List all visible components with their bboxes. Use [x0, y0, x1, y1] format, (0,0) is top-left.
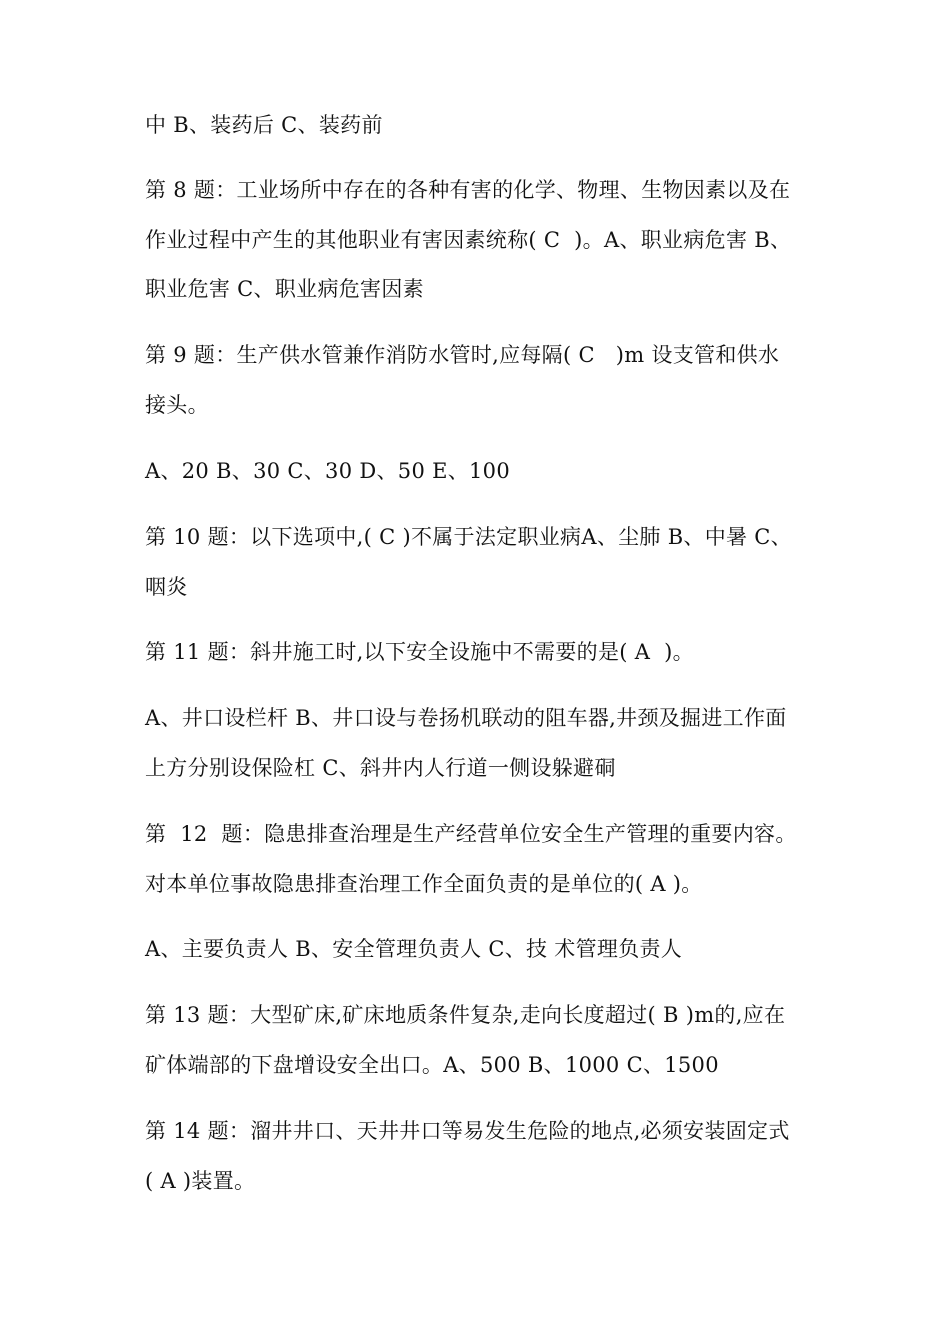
text-line-question-10-part1: 第 10 题：以下选项中,( C )不属于法定职业病A、尘肺 B、中暑 C、	[145, 525, 792, 549]
text-line-question-11: 第 11 题：斜井施工时,以下安全设施中不需要的是( A )。	[145, 640, 694, 664]
text-line-question-9-part2: 接头。	[145, 393, 209, 417]
text-line-question-13-part2: 矿体端部的下盘增设安全出口。A、500 B、1000 C、1500	[145, 1053, 719, 1077]
text-line-question-9-part1: 第 9 题：生产供水管兼作消防水管时,应每隔( C )m 设支管和供水	[145, 343, 780, 367]
text-line-question-10-part2: 咽炎	[145, 575, 188, 599]
text-line-question-14-part1: 第 14 题：溜井井口、天井井口等易发生危险的地点,必须安装固定式	[145, 1119, 790, 1143]
text-line-question-14-part2: ( A )装置。	[145, 1169, 256, 1193]
text-line-question-8-part3: 职业危害 C、职业病危害因素	[145, 277, 424, 301]
text-line-question-9-options: A、20 B、30 C、30 D、50 E、100	[145, 459, 511, 483]
text-line-question-12-options: A、主要负责人 B、安全管理负责人 C、技 术管理负责人	[145, 937, 683, 961]
text-line-answer-options-q7-tail: 中 B、装药后 C、装药前	[145, 113, 383, 137]
text-line-question-11-options-part1: A、井口设栏杆 B、井口设与卷扬机联动的阻车器,井颈及掘进工作面	[145, 706, 787, 730]
text-line-question-11-options-part2: 上方分别设保险杠 C、斜井内人行道一侧设躲避硐	[145, 756, 616, 780]
text-line-question-13-part1: 第 13 题：大型矿床,矿床地质条件复杂,走向长度超过( B )m的,应在	[145, 1003, 786, 1027]
text-line-question-12-part1: 第 12 题：隐患排查治理是生产经营单位安全生产管理的重要内容。	[145, 822, 797, 846]
text-line-question-8-part2: 作业过程中产生的其他职业有害因素统称( C )。A、职业病危害 B、	[145, 228, 792, 252]
text-line-question-8-part1: 第 8 题：工业场所中存在的各种有害的化学、物理、生物因素以及在	[145, 178, 791, 202]
text-line-question-12-part2: 对本单位事故隐患排查治理工作全面负责的是单位的( A )。	[145, 872, 703, 896]
